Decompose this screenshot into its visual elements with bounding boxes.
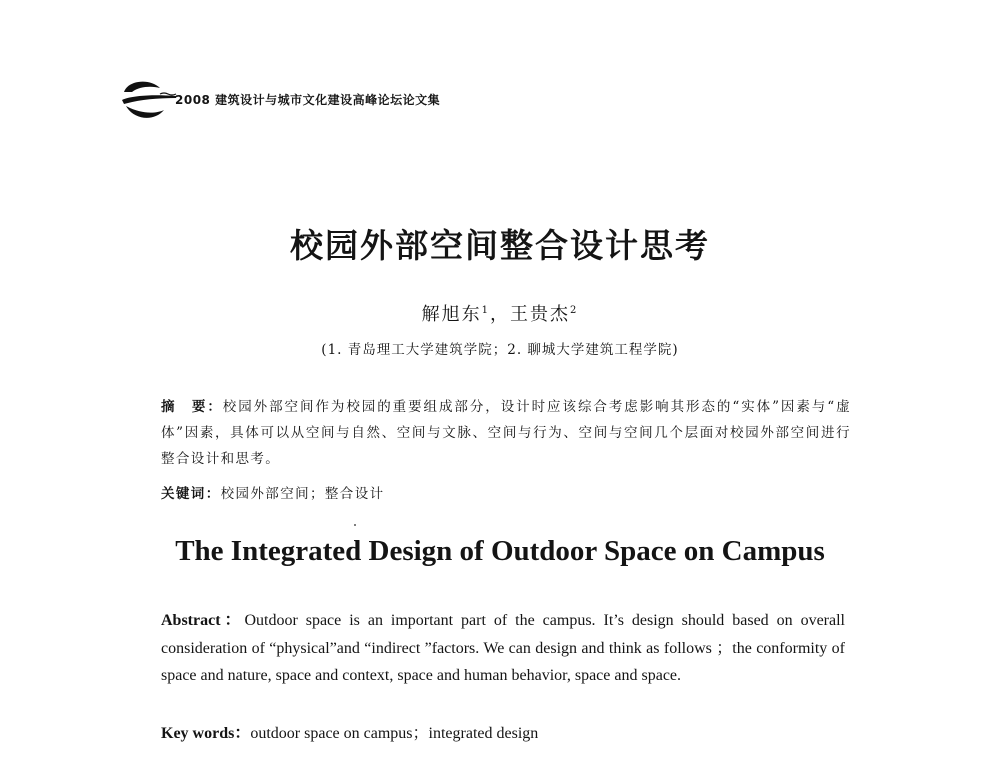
paper-title-zh: 校园外部空间整合设计思考	[290, 226, 710, 265]
abstract-en-label: Abstract：	[161, 612, 245, 629]
author-sup: 1	[481, 305, 490, 316]
scan-speck	[354, 524, 356, 526]
running-header	[120, 76, 720, 124]
author-separator: ，	[490, 304, 510, 325]
keywords-en-text: outdoor space on campus；integrated design	[250, 725, 539, 742]
abstract-zh-text: 校园外部空间作为校园的重要组成部分，设计时应该综合考虑影响其形态的“实体”因素与“虚体”因素，具体可以从空间与自然、空间与文脉、空间与行为、空间与空间几个层面对校园外部空间进行整合设计和思考。	[161, 399, 851, 467]
keywords-zh	[161, 482, 851, 502]
abstract-zh-label: 摘 要：	[161, 399, 223, 415]
keywords-zh-text: 校园外部空间；整合设计	[220, 486, 385, 502]
abstract-zh	[161, 394, 851, 472]
conference-logo-icon	[120, 76, 180, 122]
affiliation: (1. 青岛理工大学建筑学院；2. 聊城大学建筑工程学院)	[321, 342, 679, 358]
keywords-en	[161, 720, 845, 743]
keywords-zh-label: 关键词：	[161, 486, 221, 502]
paper-title-en: The Integrated Design of Outdoor Space on Campus	[175, 535, 825, 567]
author-line	[0, 300, 1000, 326]
author-name: 解旭东	[421, 304, 482, 325]
abstract-en-text: Outdoor space is an important part of the campus. It’s design should based on overall consideration of “physical”and “indirect ”factors. We can design and think as follows ；the conformity of space and nature, space and context, space and human behavior, space and space.	[161, 612, 845, 684]
abstract-en	[161, 607, 845, 690]
author-name: 王贵杰	[510, 304, 570, 325]
author-sup: 2	[570, 305, 579, 316]
header-text: 2008 建筑设计与城市文化建设高峰论坛论文集	[175, 93, 441, 107]
keywords-en-label: Key words：	[161, 725, 251, 742]
